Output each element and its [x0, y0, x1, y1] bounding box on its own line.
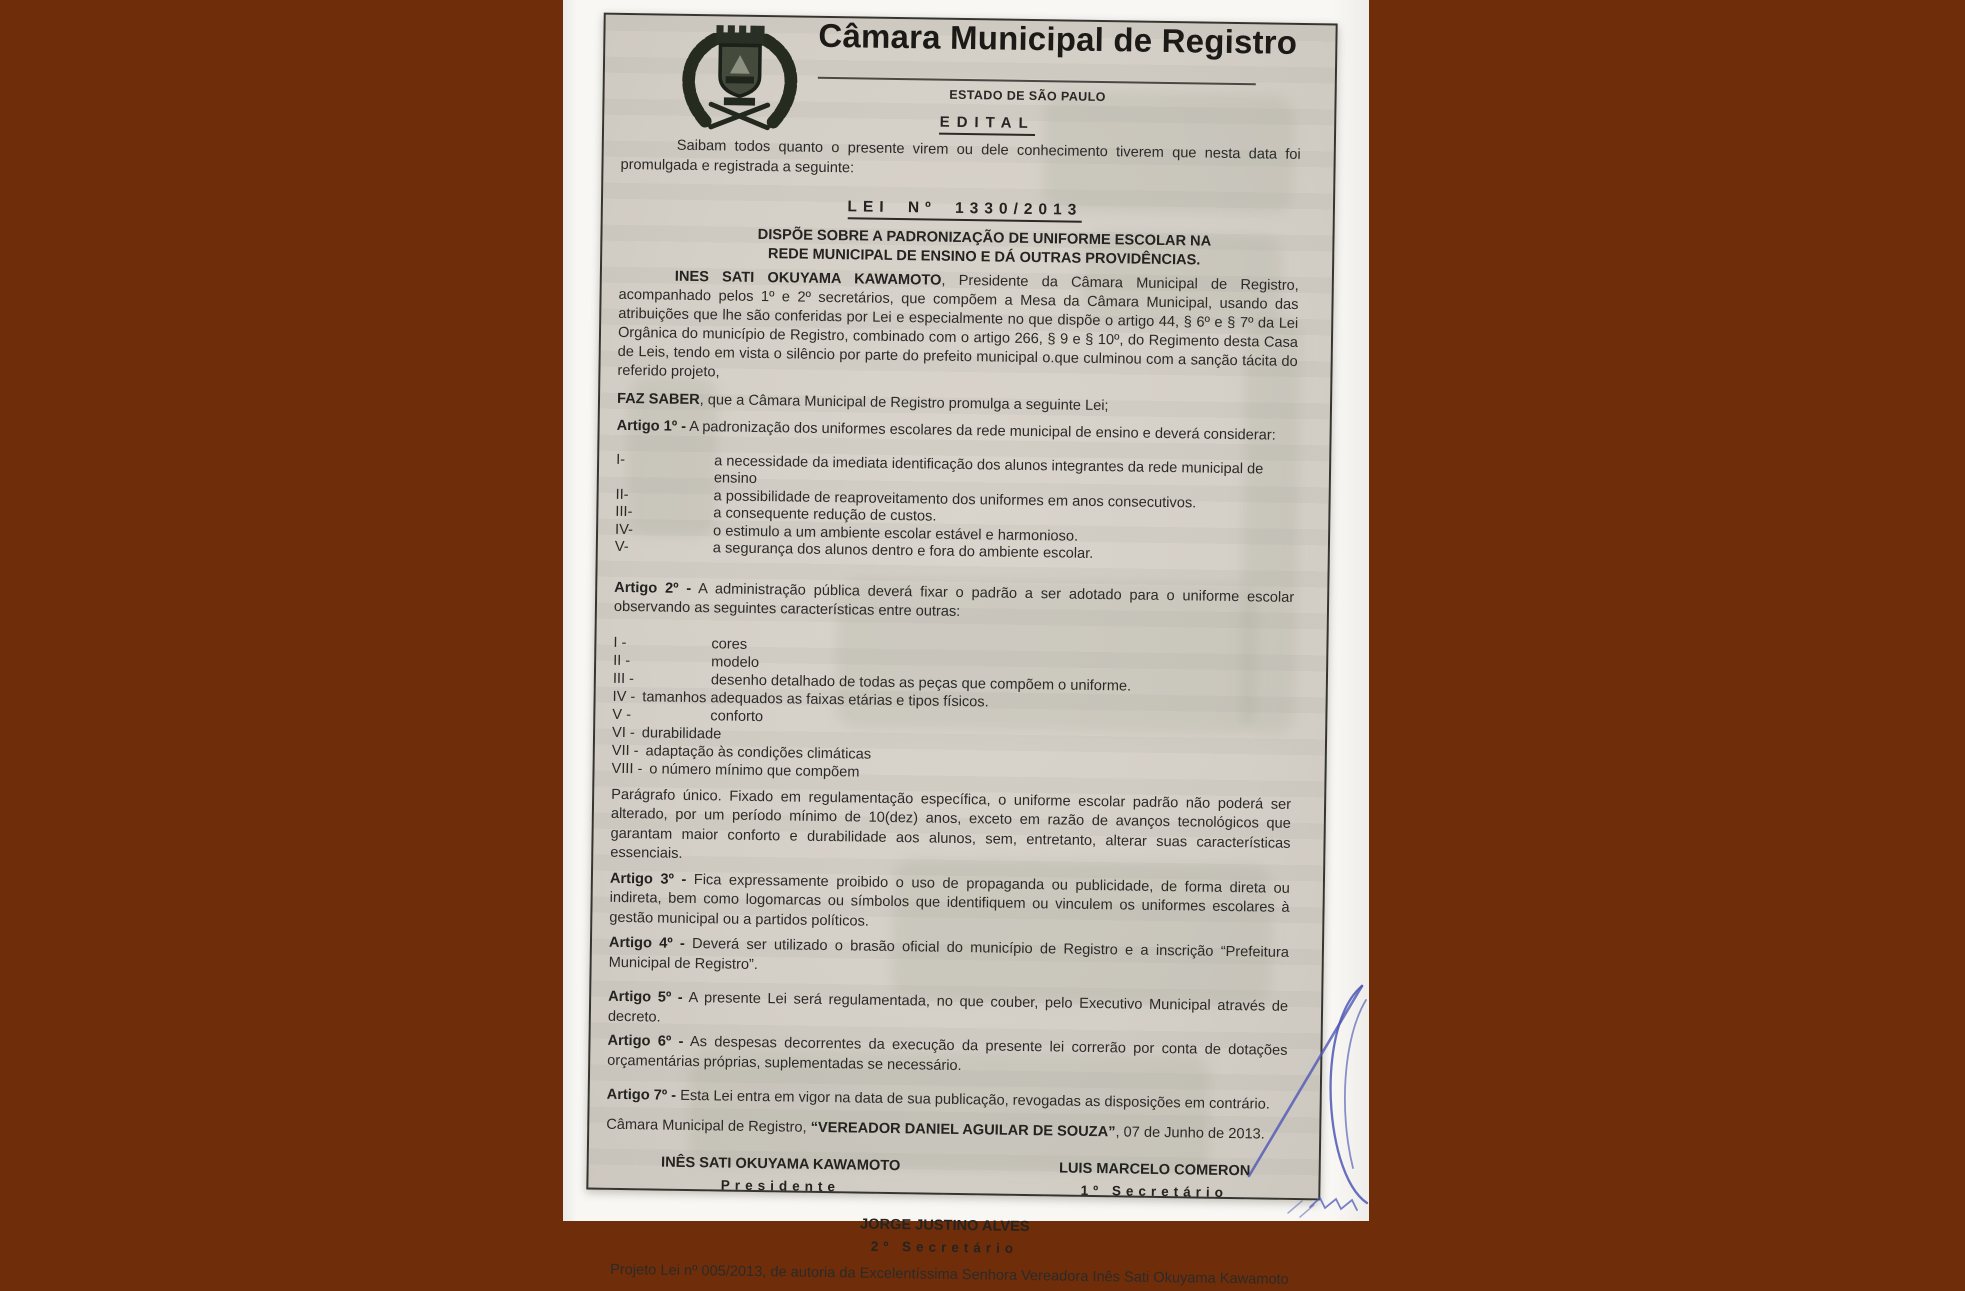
article-7: Artigo 7º - Esta Lei entra em vigor na data de sua publicação, revogadas as disposições em contrário. [606, 1086, 1270, 1113]
article-3: Artigo 3º - Fica expressamente proibido o uso de propaganda ou publicidade, de forma direta ou indireta, bem como logomarcas ou símbolos que identifiquem ou vinculem os uniformes escolares à gestão municipal ou a partidos políticos. [609, 870, 1290, 930]
article-6: Artigo 6º - As despesas decorrentes da execução da presente lei correrão por conta de dotações orçamentárias próprias, suplementadas se necessário. [607, 1032, 1288, 1074]
law-number-heading: LEI Nº 1330/2013 [620, 194, 1300, 225]
law-summary-line2: REDE MUNICIPAL DE ENSINO E DÁ OUTRAS PROVIDÊNCIAS. [767, 245, 1201, 268]
list-item: VI - durabilidade [611, 724, 722, 742]
signature-second-secretary: JORGE JUSTINO ALVES 2º Secretário [859, 1216, 1030, 1256]
state-subtitle: ESTADO DE SÃO PAULO [949, 87, 1106, 105]
law-summary-line1: DISPÕE SOBRE A PADRONIZAÇÃO DE UNIFORME ESCOLAR NA [757, 226, 1212, 250]
list-item: IV- o estimulo a um ambiente escolar estável e harmonioso. [614, 521, 1079, 545]
municipal-coat-of-arms-icon [666, 22, 814, 140]
closing-line: Câmara Municipal de Registro, “VEREADOR DANIEL AGUILAR DE SOUZA”, 07 de Junho de 2013. [606, 1116, 1265, 1143]
signature-first-secretary: LUIS MARCELO COMERON 1º Secretário [1058, 1160, 1251, 1200]
article-5: Artigo 5º - A presente Lei será regulamentada, no que couber, pelo Executivo Municipal através de decreto. [607, 988, 1289, 1026]
law-summary [619, 223, 1299, 271]
preamble-rest: , Presidente da Câmara Municipal de Registro, acompanhado pelos 1º e 2º secretários, que compõem a Mesa da Câmara Municipal, usando das atribuições que lhe são conferidas por Lei e especialmente no que dispõe o artigo 44, § 6º e § 7º da Lei Orgânica do município de Registro, combinado com o artigo 266, § 9 e § 10º, do Regimento desta Casa de Leis, tendo em vista o silêncio por parte do prefeito municipal o.que culminou com a sanção tácita do referido projeto, [617, 272, 1299, 380]
list-item: VII - adaptação às condições climáticas [611, 742, 872, 763]
list-item: IV - tamanhos adequados as faixas etárias e tipos físicos. [612, 688, 989, 710]
list-item: V- a segurança dos alunos dentro e fora do ambiente escolar. [614, 538, 1094, 562]
intro-paragraph: Saibam todos quanto o presente virem ou dele conhecimento tiverem que nesta data foi promulgada e registrada a seguinte: [620, 137, 1301, 176]
preamble-paragraph [617, 266, 1299, 390]
article-1: Artigo 1º - A padronização dos uniformes escolares da rede municipal de ensino e deverá considerar: [616, 417, 1276, 444]
sole-paragraph: Parágrafo único. Fixado em regulamentação específica, o uniforme escolar padrão não poderá ser alterado, por um período mínimo de 10(dez) anos, exceto em razão de avanços tecnológicos que garantam maior conforto e durabilidade aos alunos, sem, entretanto, alterar suas características essenciais. [610, 786, 1292, 862]
list-item: II- a possibilidade de reaproveitamento dos uniformes em anos consecutivos. [615, 486, 1197, 511]
signature-row [605, 1153, 1286, 1203]
faz-saber-paragraph: FAZ SABER, que a Câmara Municipal de Registro promulga a seguinte Lei; [616, 390, 1109, 414]
list-item: II - modelo [613, 652, 760, 671]
article-2: Artigo 2º - A administração pública deverá fixar o padrão a ser adotado para o uniforme escolar observando as seguintes características entre outras: [613, 579, 1295, 620]
article-2-items [611, 633, 1293, 787]
list-item: V - conforto [612, 706, 764, 725]
signature-president: INÊS SATI OKUYAMA KAWAMOTO Presidente [660, 1154, 901, 1194]
list-item: III- a consequente redução de custos. [615, 503, 937, 525]
list-item: III - desenho detalhado de todas as peças que compõem o uniforme. [612, 670, 1132, 695]
list-item: VIII - o número mínimo que compõem [611, 760, 860, 780]
document-page [586, 13, 1337, 1288]
doc-type-heading: EDITAL [817, 111, 1157, 137]
list-item: I- a necessidade da imediata identificação dos alunos integrantes da rede municipal de ensino [616, 451, 1264, 487]
letterhead [621, 15, 1303, 143]
page-title: Câmara Municipal de Registro [818, 16, 1298, 61]
article-1-items [615, 451, 1296, 566]
list-item: I - cores [613, 634, 748, 653]
footnote-project-origin: Projeto Lei nº 005/2013, de autoria da Excelentíssima Senhora Vereadora Inês Sati Okuyama Kawamoto [610, 1261, 1289, 1288]
preamble-lead: INES SATI OKUYAMA KAWAMOTO [674, 268, 942, 289]
article-4: Artigo 4º - Deverá ser utilizado o brasão oficial do município de Registro e a inscrição “Prefeitura Municipal de Registro”. [608, 934, 1290, 973]
